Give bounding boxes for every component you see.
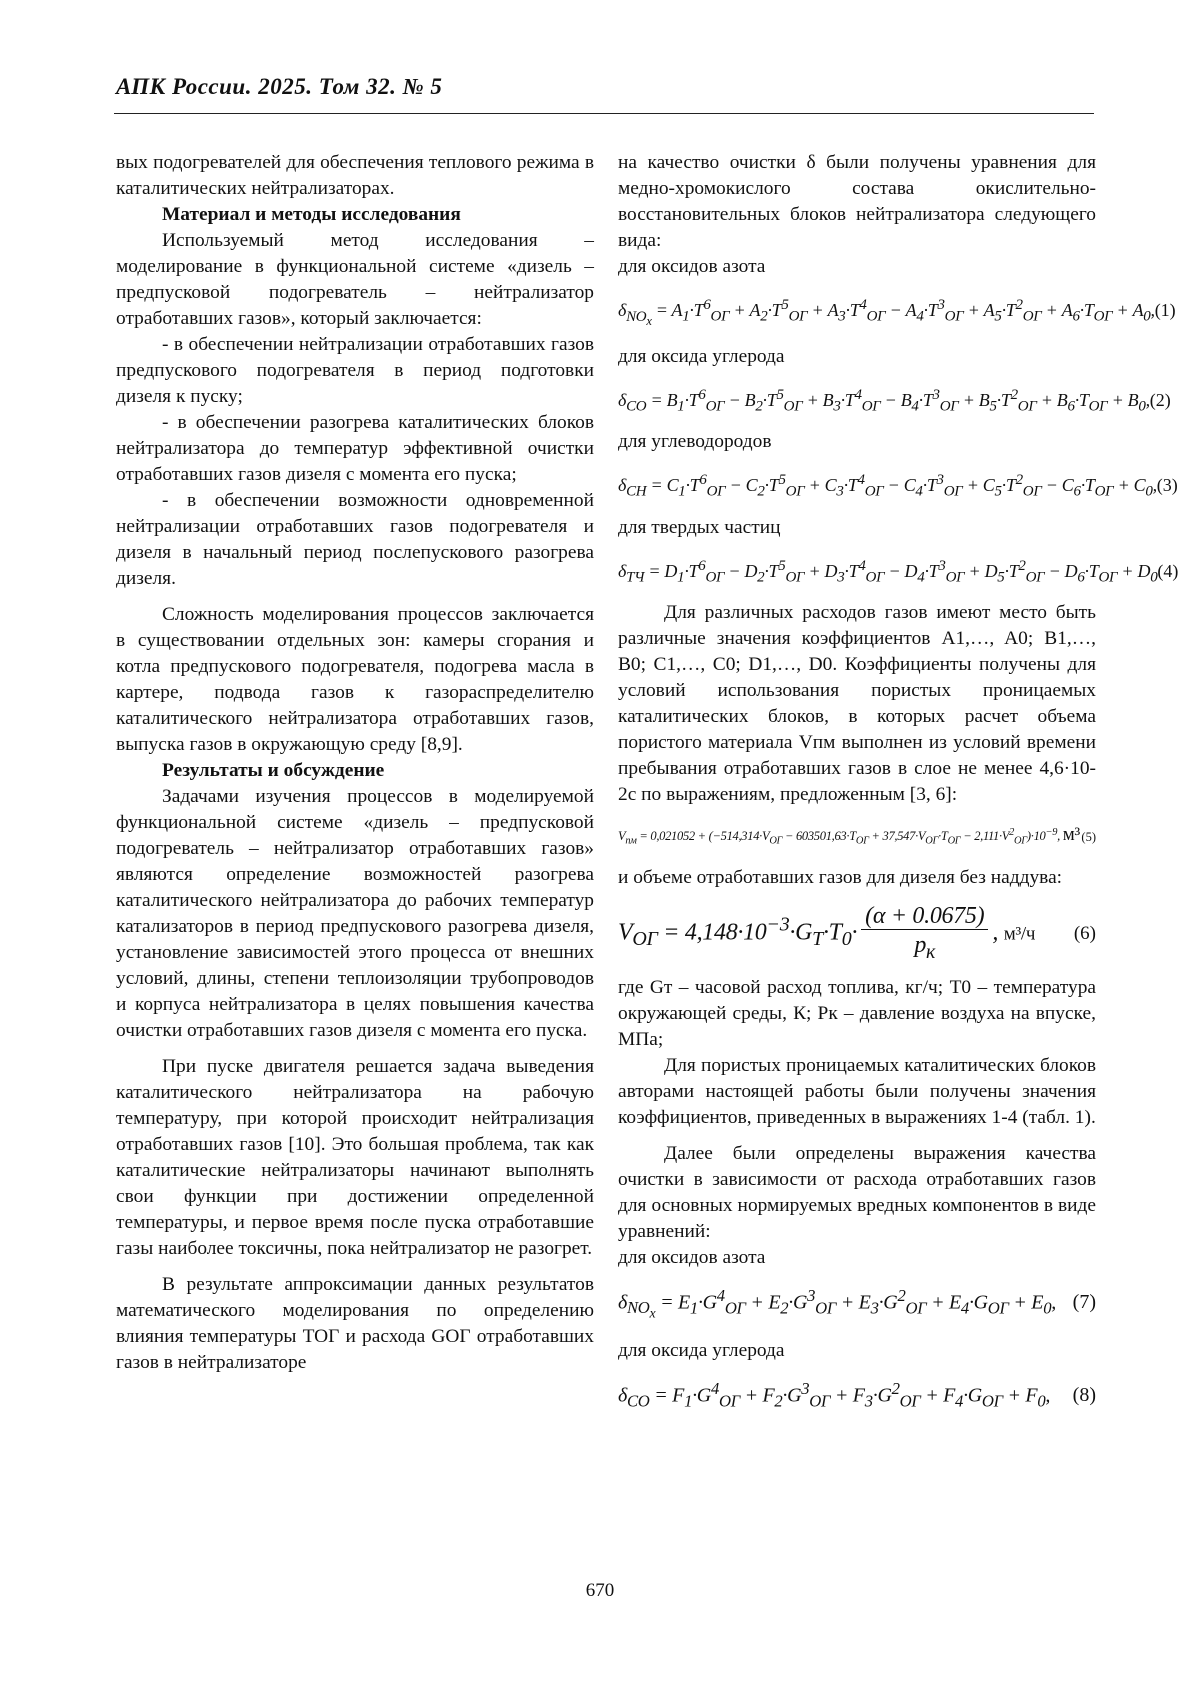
right-column [618,150,1179,1424]
left-column [116,150,594,1376]
equation-number: (1) [1154,300,1176,320]
equation-label: для оксида углерода [618,345,785,367]
equation-number: (2) [1149,389,1171,410]
equation-label: для углеводородов [618,431,772,453]
equation-4: $\delta_{ТЧ} = D_1\cdot T^6_{ОГ} - D_2\cdot T^5_{ОГ} + D_3\cdot T^4_{ОГ} - D_4\cdot T^3_{ОГ} + D_5\cdot T^2_{ОГ} - D_6\cdot T_{ОГ} + D_0$ (4) [618,557,1179,586]
equation-label: для оксидов азота [618,256,766,277]
equation-2: $\delta_{CO} = B_1\cdot T^6_{ОГ} - B_2\cdot T^5_{ОГ} + B_3\cdot T^4_{ОГ} - B_4\cdot T^3_{ОГ} + B_5\cdot T^2_{ОГ} + B_6\cdot T_{ОГ} + B_0$, (2) [618,386,1171,415]
paragraph: Задачами изучения процессов в моделируемой функциональной системе «дизель – предпусковой подогреватель – нейтрализатор отработавших газов» являются определение возможностей разогрева каталитического нейтрализатора до рабочих температур катализаторов в период предпускового разогрева дизеля, установление зависимостей этого процесса от внешних условий, длины, степени теплоизоляции трубопроводов и корпуса нейтрализатора в целях повышения качества очистки отработавших газов дизеля с момента его пуска. [116,786,594,1041]
list-item: - в обеспечении разогрева каталитических блоков нейтрализатора до температур эффективной очистки отработавших газов дизеля с момента его пуска; [116,412,594,485]
paragraph: В результате аппроксимации данных результатов математического моделирования по определению влияния температуры ТОГ и расхода GОГ отработавших газов в нейтрализаторе [116,1274,594,1373]
equation-number: (4) [1157,560,1179,581]
section-heading-results: Результаты и обсуждение [162,760,385,781]
paragraph: При пуске двигателя решается задача выведения каталитического нейтрализатора на рабочую температуру, при которой происходит нейтрализация отработавших газов [10]. Это большая проблема, так как каталитические нейтрализаторы начинают выполнять свои функции при достижении определенной температуры, и первое время после пуска отработавшие газы наиболее токсичны, пока нейтрализатор не разогрет. [116,1056,594,1259]
list-item: - в обеспечении возможности одновременной нейтрализации отработавших газов подогревателя и дизеля в начальный период послепускового разогрева дизеля. [116,490,594,589]
unit-label: м³/ч [1003,923,1036,945]
equation-number: (3) [1156,475,1178,496]
section-heading-methods: Материал и методы исследования [162,204,461,225]
equation-5: $V_{пм} = 0,021052 + (-514,314\cdot V_{ОГ} - 603501,63\cdot T_{ОГ} + 37,547\cdot V_{ОГ}\cdot T_{ОГ} - 2,111\cdot V^2_{ОГ})\cdot 10^{-9}$, м³ (5) [618,820,1096,855]
list-item: - в обеспечении нейтрализации отработавших газов предпускового подогревателя в период подготовки дизеля к пуску; [116,334,594,407]
equation-1: $\delta_{NO_x} = A_1\cdot T^6_{ОГ} + A_2\cdot T^5_{ОГ} + A_3\cdot T^4_{ОГ} - A_4\cdot T^3_{ОГ} + A_5\cdot T^2_{ОГ} + A_6\cdot T_{ОГ} + A_0$, (1) [618,297,1176,328]
equation-8: $\delta_{CO} = F_1\cdot G^4_{ОГ} + F_2\cdot G^3_{ОГ} + F_3\cdot G^2_{ОГ} + F_4\cdot G_{ОГ} + F_0$, (8) [618,1378,1096,1411]
page-number: 670 [585,1580,615,1601]
equation-label: для оксидов азота [618,1246,766,1268]
paragraph: где Gт – часовой расход топлива, кг/ч; T0 – температура окружающей среды, К; Pк – давление воздуха на впуске, МПа; [618,976,1096,1050]
paragraph: Для пористых проницаемых каталитических блоков авторами настоящей работы были получены значения коэффициентов, приведенных в выражениях 1-4 (табл. 1). [618,1054,1096,1128]
paragraph: Сложность моделирования процессов заключается в существовании отдельных зон: камеры сгорания и котла предпускового подогревателя, подогрева масла в картере, подвода газов к газораспределителю каталитического нейтрализатора отработавших газов, выпуска газов в окружающую среду [8,9]. [116,604,594,755]
equation-number: (7) [1072,1291,1096,1314]
equation-number: (8) [1072,1384,1096,1407]
equation-number: (5) [1081,829,1096,844]
equation-3: $\delta_{CH} = C_1\cdot T^6_{ОГ} - C_2\cdot T^5_{ОГ} + C_3\cdot T^4_{ОГ} - C_4\cdot T^3_{ОГ} + C_5\cdot T^2_{ОГ} - C_6\cdot T_{ОГ} + C_0$, (3) [618,472,1178,500]
paragraph: Для различных расходов газов имеют место быть различные значения коэффициентов A1,…, A0; B1,…, B0; C1,…, C0; D1,…, D0. Коэффициенты получены для условий использования пористых проницаемых каталитических блоков, в которых расчет объема пористого материала Vпм выполнен из условий времени пребывания отработавших газов в слое не менее 4,6·10-2c по выражениям, предложенным [3, 6]: [618,602,1096,806]
equation-number: (6) [1073,923,1096,945]
header-rule [114,113,1094,114]
paragraph: Используемый метод исследования – моделирование в функциональной системе «дизель – предпусковой подогреватель – нейтрализатор отработавших газов», который заключается: [116,230,594,329]
paragraph: на качество очистки δ были получены уравнения для медно-хромокислого состава окислительно-восстановительных блоков нейтрализатора следующего вида: [618,152,1096,251]
equation-label: для оксида углерода [618,1339,785,1361]
paragraph: вых подогревателей для обеспечения теплового режима в каталитических нейтрализаторах. [116,152,594,199]
paragraph: и объеме отработавших газов для дизеля без наддува: [618,867,1063,889]
equation-label: для твердых частиц [618,516,781,538]
equation-7: $\delta_{NO_x} = E_1\cdot G^4_{ОГ} + E_2\cdot G^3_{ОГ} + E_3\cdot G^2_{ОГ} + E_4\cdot G_{ОГ} + E_0$, (7) [618,1285,1096,1322]
running-header: АПК России. 2025. Том 32. № 5 [116,74,443,99]
equation-6: $V_{ОГ} = 4,148\cdot 10^{-3}\cdot G_T\cdot T_0\cdot$ $\frac{(\alpha + 0.0675)}{p_к}$ , м³/ч (6) [618,903,1096,963]
paragraph: Далее были определены выражения качества очистки в зависимости от расхода отработавших газов для основных нормируемых вредных компонентов в виде уравнений: [618,1142,1096,1242]
